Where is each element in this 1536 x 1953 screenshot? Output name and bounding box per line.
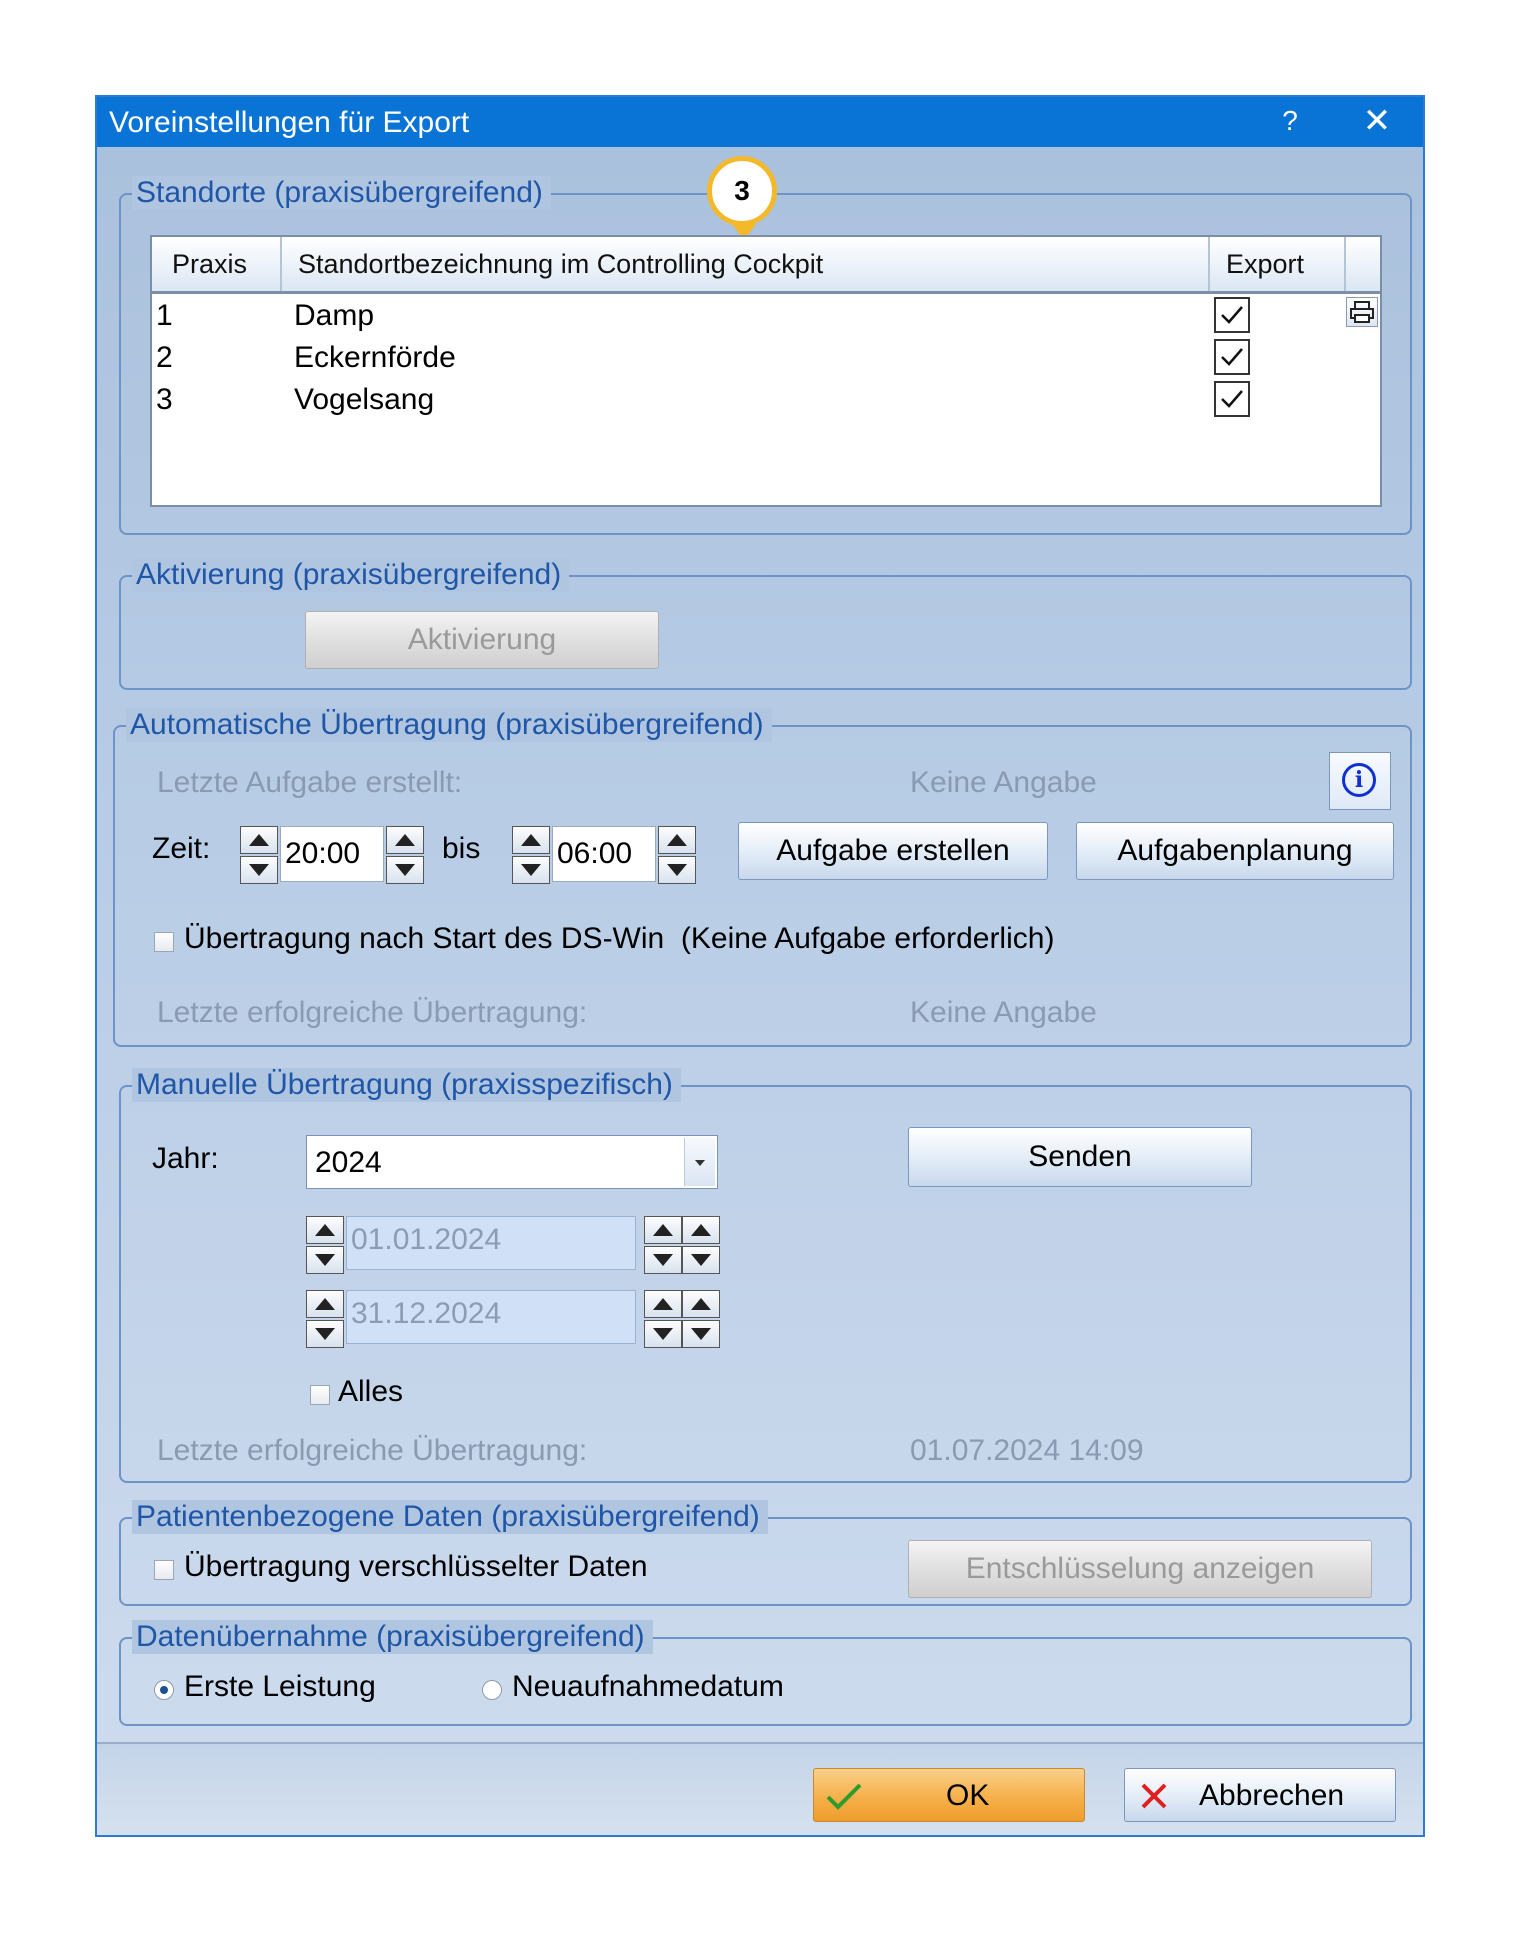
export-checkbox[interactable] [1214, 339, 1250, 375]
print-icon[interactable] [1346, 297, 1378, 327]
alles-label: Alles [338, 1375, 404, 1408]
dialog-title: Voreinstellungen für Export [109, 106, 470, 139]
spin-down-button[interactable] [644, 1320, 682, 1348]
time-from-field[interactable]: 20:00 [280, 826, 384, 882]
date-from-right-spinner-a[interactable] [644, 1216, 682, 1274]
table-row[interactable] [152, 381, 1380, 421]
jahr-select[interactable] [306, 1135, 718, 1189]
manual-last-success-value: 01.07.2024 14:09 [910, 1434, 1144, 1467]
spin-up-button[interactable] [682, 1216, 720, 1244]
zeit-label: Zeit: [152, 832, 211, 865]
radio-erste-leistung[interactable] [154, 1680, 174, 1700]
time-to-right-spinner[interactable] [658, 826, 696, 884]
step-badge: 3 [707, 156, 777, 226]
date-to-left-spinner[interactable] [306, 1290, 344, 1348]
column-standortbezeichnung[interactable]: Standortbezeichnung im Controlling Cockpit [298, 249, 824, 279]
radio-neuaufnahmedatum[interactable] [482, 1680, 502, 1700]
table-row[interactable] [152, 339, 1380, 379]
spin-down-button[interactable] [306, 1320, 344, 1348]
start-transfer-checkbox[interactable] [154, 932, 174, 952]
spin-down-button[interactable] [386, 856, 424, 884]
row-praxis: 3 [156, 383, 173, 416]
row-name: Eckernförde [294, 341, 456, 374]
column-praxis[interactable]: Praxis [172, 249, 248, 279]
date-from-left-spinner[interactable] [306, 1216, 344, 1274]
checkmark-icon [824, 1779, 864, 1813]
table-row[interactable] [152, 297, 1380, 337]
date-to-right-spinner-b[interactable] [682, 1290, 720, 1348]
time-from-right-spinner[interactable] [386, 826, 424, 884]
date-to-right-spinner-a[interactable] [644, 1290, 682, 1348]
ok-button[interactable] [813, 1768, 1085, 1822]
cancel-label: Abbrechen [1199, 1779, 1345, 1812]
table-header [152, 237, 1380, 294]
row-praxis: 1 [156, 299, 173, 332]
spin-down-button[interactable] [658, 856, 696, 884]
export-checkbox[interactable] [1214, 297, 1250, 333]
start-transfer-label: Übertragung nach Start des DS-Win (Keine Aufgabe erforderlich) [184, 922, 1055, 955]
time-to-field[interactable]: 06:00 [552, 826, 656, 882]
standorte-group-label: Standorte (praxisübergreifend) [132, 176, 551, 210]
date-from-right-spinner-b[interactable] [682, 1216, 720, 1274]
last-task-label: Letzte Aufgabe erstellt: [157, 766, 463, 799]
spin-up-button[interactable] [682, 1290, 720, 1318]
alles-checkbox[interactable] [310, 1385, 330, 1405]
automatic-transfer-group-label: Automatische Übertragung (praxisübergreifend) [126, 708, 772, 742]
close-button[interactable]: ✕ [1362, 102, 1392, 140]
column-export[interactable]: Export [1226, 249, 1305, 279]
date-from-field[interactable]: 01.01.2024 [346, 1216, 636, 1270]
jahr-value: 2024 [315, 1146, 382, 1179]
data-import-group-label: Datenübernahme (praxisübergreifend) [132, 1620, 653, 1654]
chevron-down-icon[interactable] [684, 1138, 715, 1186]
manual-last-success-label: Letzte erfolgreiche Übertragung: [157, 1434, 588, 1467]
ok-label: OK [946, 1779, 990, 1812]
spin-up-button[interactable] [306, 1216, 344, 1244]
spin-up-button[interactable] [644, 1290, 682, 1318]
encrypted-transfer-checkbox[interactable] [154, 1560, 174, 1580]
spin-down-button[interactable] [240, 856, 278, 884]
close-x-icon [1137, 1779, 1171, 1813]
info-icon: i [1342, 763, 1376, 797]
spin-up-button[interactable] [512, 826, 550, 854]
spin-down-button[interactable] [512, 856, 550, 884]
erste-leistung-label: Erste Leistung [184, 1670, 376, 1703]
time-to-left-spinner[interactable] [512, 826, 550, 884]
task-planning-button[interactable]: Aufgabenplanung [1076, 822, 1394, 880]
spin-up-button[interactable] [306, 1290, 344, 1318]
last-task-value: Keine Angabe [910, 766, 1097, 799]
row-name: Damp [294, 299, 375, 332]
patient-data-group-label: Patientenbezogene Daten (praxisübergreifend) [132, 1500, 768, 1534]
send-button[interactable]: Senden [908, 1127, 1252, 1187]
last-success-label: Letzte erfolgreiche Übertragung: [157, 996, 588, 1029]
row-praxis: 2 [156, 341, 173, 374]
create-task-button[interactable]: Aufgabe erstellen [738, 822, 1048, 880]
spin-up-button[interactable] [386, 826, 424, 854]
spin-down-button[interactable] [306, 1246, 344, 1274]
info-button[interactable] [1329, 752, 1391, 810]
cancel-button[interactable] [1124, 1768, 1396, 1822]
title-bar [97, 97, 1423, 147]
date-to-field[interactable]: 31.12.2024 [346, 1290, 636, 1344]
spin-up-button[interactable] [658, 826, 696, 854]
last-success-value: Keine Angabe [910, 996, 1097, 1029]
time-from-left-spinner[interactable] [240, 826, 278, 884]
export-checkbox[interactable] [1214, 381, 1250, 417]
neuaufnahmedatum-label: Neuaufnahmedatum [512, 1670, 784, 1703]
spin-up-button[interactable] [240, 826, 278, 854]
row-name: Vogelsang [294, 383, 435, 416]
manual-transfer-group-label: Manuelle Übertragung (praxisspezifisch) [132, 1068, 681, 1102]
aktivierung-button[interactable]: Aktivierung [305, 611, 659, 669]
jahr-label: Jahr: [152, 1142, 219, 1175]
help-button[interactable]: ? [1282, 105, 1298, 136]
encrypted-transfer-label: Übertragung verschlüsselter Daten [184, 1550, 648, 1583]
spin-up-button[interactable] [644, 1216, 682, 1244]
standorte-table [150, 235, 1382, 507]
show-decryption-button[interactable]: Entschlüsselung anzeigen [908, 1540, 1372, 1598]
spin-down-button[interactable] [682, 1246, 720, 1274]
spin-down-button[interactable] [644, 1246, 682, 1274]
aktivierung-group-label: Aktivierung (praxisübergreifend) [132, 558, 569, 592]
spin-down-button[interactable] [682, 1320, 720, 1348]
bis-label: bis [442, 832, 481, 865]
